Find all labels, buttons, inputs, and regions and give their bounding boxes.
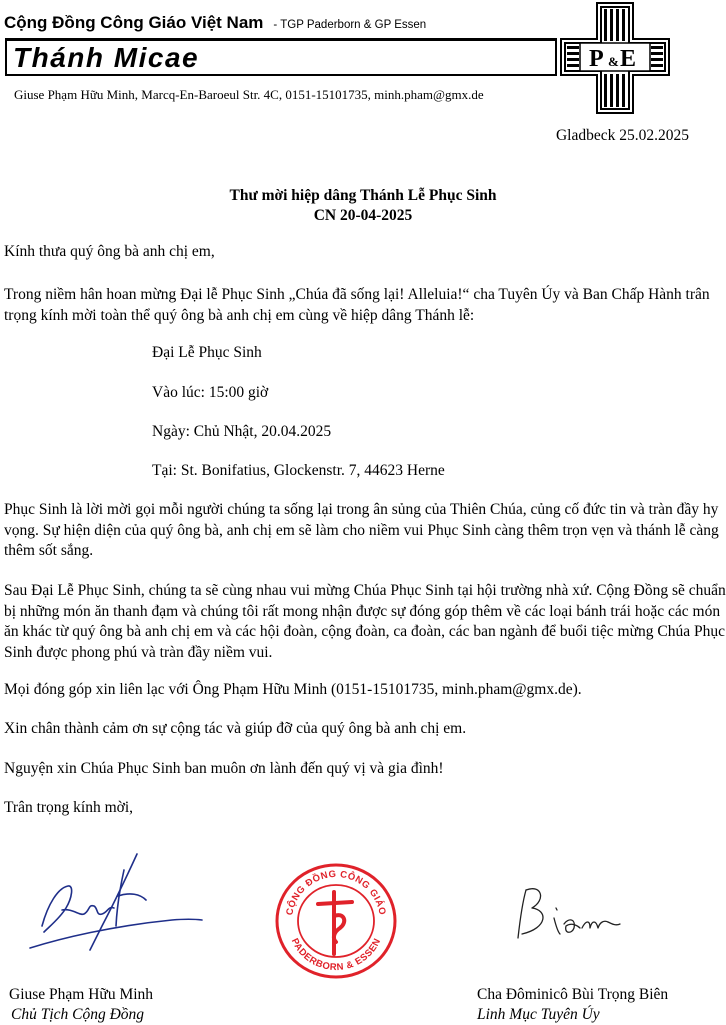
signer-right-role: Linh Mục Tuyên Úy	[477, 1006, 600, 1023]
contact-line: Giuse Phạm Hữu Minh, Marcq-En-Baroeul Str. 4C, 0151-15101735, minh.pham@gmx.de	[14, 87, 484, 102]
org-subtitle: - TGP Paderborn & GP Essen	[273, 19, 427, 31]
signature-right	[512, 882, 624, 944]
logo-letter-e: E	[620, 46, 637, 72]
logo-letter-p: P	[589, 46, 604, 72]
title-line-1: Thư mời hiệp dâng Thánh Lễ Phục Sinh	[229, 187, 497, 204]
paragraph-meaning: Phục Sinh là lời mời gọi mỗi người chúng ta sống lại trong ân sủng của Thiên Chúa, củng cố đức tin và tràn đầy hy vọng. Sự hiện diện của quý ông bà, anh chị em sẽ làm cho niềm vui Phục Sinh càng thêm trọn vẹn và thánh lễ càng thêm sốt sắng.	[4, 501, 719, 559]
parish-banner	[5, 38, 557, 76]
cross-logo-icon	[560, 2, 670, 114]
intro-paragraph: Trong niềm hân hoan mừng Đại lễ Phục Sinh „Chúa đã sống lại! Alleluia!“ cha Tuyên Úy và Ban Chấp Hành trân trọng kính mời toàn thể quý ông bà anh chị em cùng về hiệp dâng Thánh lễ:	[4, 286, 710, 324]
letter-title	[0, 186, 726, 226]
org-name: Cộng Đồng Công Giáo Việt Nam	[4, 13, 264, 32]
event-place: Tại: St. Bonifatius, Glockenstr. 7, 44623 Herne	[152, 462, 445, 479]
closing-line: Trân trọng kính mời,	[4, 799, 134, 816]
paragraph-thanks: Xin chân thành cảm ơn sự cộng tác và giúp đỡ của quý ông bà anh chị em.	[4, 720, 467, 737]
logo-ampersand: &	[608, 54, 619, 69]
parish-name: Thánh Micae	[13, 42, 200, 73]
signer-left-name: Giuse Phạm Hữu Minh	[9, 986, 154, 1003]
event-time: Vào lúc: 15:00 giờ	[152, 384, 269, 401]
title-line-2: CN 20-04-2025	[313, 207, 413, 224]
greeting: Kính thưa quý ông bà anh chị em,	[4, 243, 215, 260]
signature-left	[22, 848, 208, 960]
org-line	[4, 13, 426, 33]
seal-text-top: CỘNG ĐỒNG CÔNG GIÁO	[284, 868, 388, 917]
letterhead	[0, 0, 726, 120]
paragraph-contact: Mọi đóng góp xin liên lạc với Ông Phạm Hữu Minh (0151-15101735, minh.pham@gmx.de).	[4, 681, 582, 698]
event-name: Đại Lễ Phục Sinh	[152, 344, 262, 361]
paragraph-blessing: Nguyện xin Chúa Phục Sinh ban muôn ơn lành đến quý vị và gia đình!	[4, 760, 444, 777]
signer-right	[477, 985, 668, 1025]
signer-left-role: Chủ Tịch Cộng Đồng	[11, 1006, 145, 1023]
signer-left	[9, 985, 153, 1025]
event-date: Ngày: Chủ Nhật, 20.04.2025	[152, 423, 332, 440]
seal-text-bottom: PADERBORN & ESSEN	[288, 936, 384, 974]
signer-right-name: Cha Đôminicô Bùi Trọng Biên	[477, 986, 669, 1003]
parish-seal	[274, 862, 398, 980]
paragraph-celebration: Sau Đại Lễ Phục Sinh, chúng ta sẽ cùng nhau vui mừng Chúa Phục Sinh tại hội trường nhà xứ. Cộng Đồng sẽ chuẩn bị những món ăn thanh đạm và chúng tôi rất mong nhận được sự đóng góp thêm về các loại bánh trái hoặc các món ăn khác từ quý ông bà anh chị em và các hội đoàn, cộng đoàn, ca đoàn, các ban ngành để buổi tiệc mừng Chúa Phục Sinh được phong phú và tràn đầy niềm vui.	[4, 582, 726, 661]
letter-date: Gladbeck 25.02.2025	[555, 127, 689, 144]
